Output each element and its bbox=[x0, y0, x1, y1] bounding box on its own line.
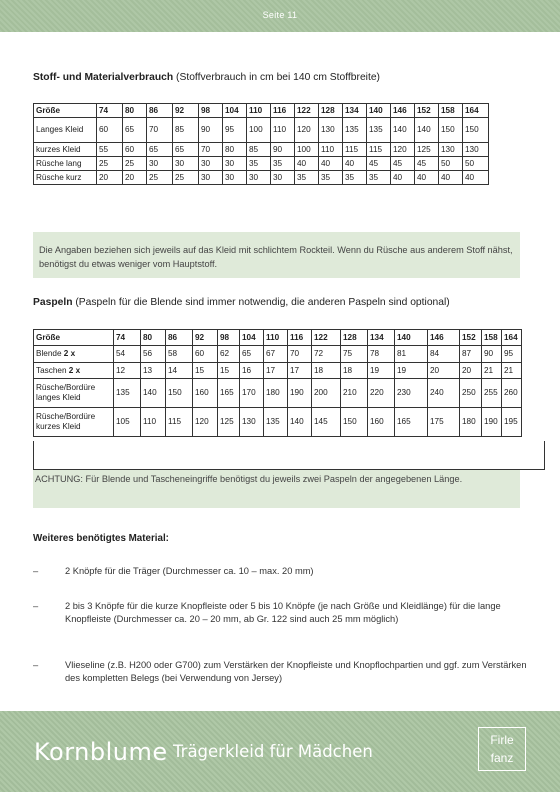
table-cell: 17 bbox=[264, 363, 288, 379]
table-row bbox=[34, 118, 489, 143]
row-label bbox=[34, 346, 114, 363]
table-cell: 87 bbox=[460, 346, 482, 363]
table-cell: 60 bbox=[123, 143, 147, 157]
pattern-subtitle: Trägerkleid für Mädchen bbox=[173, 742, 373, 761]
table-cell: 150 bbox=[439, 118, 463, 143]
table-cell: 175 bbox=[428, 408, 460, 437]
header-cell: 146 bbox=[428, 330, 460, 346]
table-cell: 72 bbox=[312, 346, 341, 363]
table-row bbox=[34, 157, 489, 171]
piping-empty-row bbox=[33, 441, 545, 470]
table-cell: 75 bbox=[341, 346, 368, 363]
header-cell: 86 bbox=[166, 330, 193, 346]
table-cell: 140 bbox=[415, 118, 439, 143]
table-row bbox=[34, 346, 522, 363]
table-cell: 15 bbox=[193, 363, 218, 379]
table-cell: 35 bbox=[343, 171, 367, 185]
table-cell: 15 bbox=[218, 363, 240, 379]
table-cell: 100 bbox=[295, 143, 319, 157]
page-number: Seite 11 bbox=[262, 10, 298, 20]
table-cell: 65 bbox=[147, 143, 173, 157]
table-cell: 130 bbox=[319, 118, 343, 143]
table-cell: 130 bbox=[240, 408, 264, 437]
table-cell: 25 bbox=[97, 157, 123, 171]
logo-line-1: Firle bbox=[490, 733, 514, 747]
brand-logo bbox=[478, 727, 526, 771]
header-cell: Größe bbox=[34, 330, 114, 346]
header-cell: 164 bbox=[463, 104, 489, 118]
header-cell: 80 bbox=[123, 104, 147, 118]
table-cell: 130 bbox=[463, 143, 489, 157]
row-label-text: Rüsche/Bordüre langes Kleid bbox=[36, 383, 96, 402]
table-row bbox=[34, 379, 522, 408]
table-cell: 19 bbox=[395, 363, 428, 379]
table-cell: 40 bbox=[295, 157, 319, 171]
table-cell: 30 bbox=[223, 157, 247, 171]
table-cell: 180 bbox=[460, 408, 482, 437]
table-cell: 30 bbox=[223, 171, 247, 185]
row-label: Rüsche lang bbox=[34, 157, 97, 171]
row-label-text: Rüsche/Bordüre kurzes Kleid bbox=[36, 412, 96, 431]
table-cell: 90 bbox=[482, 346, 502, 363]
table-cell: 45 bbox=[367, 157, 391, 171]
material-item-text: 2 bis 3 Knöpfe für die kurze Knopfleiste oder 5 bis 10 Knöpfe (je nach Größe und Kleidlänge) für die lange Knopfleiste (Durchmesser ca. 20 – 20 mm, ab Gr. 122 sind auch 25 mm möglich) bbox=[65, 601, 501, 624]
table-cell: 130 bbox=[439, 143, 463, 157]
table-cell: 17 bbox=[288, 363, 312, 379]
table-cell: 20 bbox=[97, 171, 123, 185]
table-cell: 115 bbox=[343, 143, 367, 157]
section-title-piping bbox=[33, 297, 450, 308]
table-cell: 14 bbox=[166, 363, 193, 379]
table-header-row bbox=[34, 104, 489, 118]
header-cell: 92 bbox=[193, 330, 218, 346]
table-cell: 30 bbox=[247, 171, 271, 185]
table-cell: 170 bbox=[240, 379, 264, 408]
row-label: Rüsche kurz bbox=[34, 171, 97, 185]
header-cell: 158 bbox=[439, 104, 463, 118]
table-cell: 25 bbox=[173, 171, 199, 185]
table-cell: 190 bbox=[288, 379, 312, 408]
table-cell: 50 bbox=[439, 157, 463, 171]
row-label: kurzes Kleid bbox=[34, 143, 97, 157]
table-cell: 50 bbox=[463, 157, 489, 171]
table-cell: 165 bbox=[395, 408, 428, 437]
table-cell: 65 bbox=[173, 143, 199, 157]
header-cell: 164 bbox=[502, 330, 522, 346]
row-label-text: Taschen bbox=[36, 365, 69, 375]
table-cell: 70 bbox=[147, 118, 173, 143]
table-row bbox=[34, 408, 522, 437]
table-cell: 95 bbox=[502, 346, 522, 363]
materials-title: Weiteres benötigtes Material: bbox=[33, 533, 169, 544]
header-cell: 74 bbox=[97, 104, 123, 118]
table-cell: 105 bbox=[114, 408, 141, 437]
header-cell: 128 bbox=[341, 330, 368, 346]
section-title-fabric-bold: Stoff- und Materialverbrauch bbox=[33, 72, 174, 83]
table-cell: 35 bbox=[319, 171, 343, 185]
table-cell: 140 bbox=[391, 118, 415, 143]
table-cell: 85 bbox=[173, 118, 199, 143]
header-cell: 122 bbox=[312, 330, 341, 346]
table-cell: 150 bbox=[463, 118, 489, 143]
row-label-text: Blende bbox=[36, 349, 64, 358]
table-cell: 100 bbox=[247, 118, 271, 143]
header-cell: 104 bbox=[240, 330, 264, 346]
table-cell: 40 bbox=[415, 171, 439, 185]
table-row bbox=[34, 143, 489, 157]
table-cell: 115 bbox=[367, 143, 391, 157]
material-item-text: 2 Knöpfe für die Träger (Durchmesser ca. 10 – max. 20 mm) bbox=[65, 566, 314, 576]
table-cell: 250 bbox=[460, 379, 482, 408]
table-cell: 58 bbox=[166, 346, 193, 363]
table-cell: 125 bbox=[415, 143, 439, 157]
table-cell: 20 bbox=[123, 171, 147, 185]
table-cell: 40 bbox=[343, 157, 367, 171]
table-cell: 115 bbox=[166, 408, 193, 437]
header-cell: 134 bbox=[343, 104, 367, 118]
table-cell: 35 bbox=[247, 157, 271, 171]
header-cell: 116 bbox=[288, 330, 312, 346]
table-cell: 220 bbox=[368, 379, 395, 408]
piping-table bbox=[33, 329, 522, 437]
fabric-consumption-table bbox=[33, 103, 489, 185]
header-cell: 104 bbox=[223, 104, 247, 118]
table-cell: 67 bbox=[264, 346, 288, 363]
table-cell: 25 bbox=[123, 157, 147, 171]
header-cell: 110 bbox=[247, 104, 271, 118]
table-cell: 70 bbox=[288, 346, 312, 363]
table-cell: 20 bbox=[460, 363, 482, 379]
header-cell: 158 bbox=[482, 330, 502, 346]
table-cell: 35 bbox=[271, 157, 295, 171]
table-cell: 81 bbox=[395, 346, 428, 363]
table-cell: 55 bbox=[97, 143, 123, 157]
header-cell: 98 bbox=[218, 330, 240, 346]
list-dash: – bbox=[33, 660, 39, 670]
header-cell: 122 bbox=[295, 104, 319, 118]
table-cell: 21 bbox=[482, 363, 502, 379]
table-cell: 160 bbox=[193, 379, 218, 408]
table-cell: 60 bbox=[193, 346, 218, 363]
table-cell: 150 bbox=[166, 379, 193, 408]
header-cell: 128 bbox=[319, 104, 343, 118]
table-cell: 12 bbox=[114, 363, 141, 379]
table-cell: 20 bbox=[428, 363, 460, 379]
table-cell: 70 bbox=[199, 143, 223, 157]
row-label bbox=[34, 363, 114, 379]
table-cell: 65 bbox=[240, 346, 264, 363]
row-label-count: 2 x bbox=[63, 349, 76, 358]
table-cell: 135 bbox=[114, 379, 141, 408]
header-cell: 92 bbox=[173, 104, 199, 118]
table-cell: 210 bbox=[341, 379, 368, 408]
table-cell: 255 bbox=[482, 379, 502, 408]
table-cell: 85 bbox=[247, 143, 271, 157]
header-cell: 134 bbox=[368, 330, 395, 346]
table-cell: 18 bbox=[312, 363, 341, 379]
table-cell: 150 bbox=[341, 408, 368, 437]
table-cell: 90 bbox=[271, 143, 295, 157]
piping-warning-note: ACHTUNG: Für Blende und Tascheneingriffe benötigst du jeweils zwei Paspeln der angegebenen Länge. bbox=[33, 470, 520, 508]
header-cell: 152 bbox=[460, 330, 482, 346]
table-cell: 30 bbox=[147, 157, 173, 171]
table-cell: 195 bbox=[502, 408, 522, 437]
header-cell: 140 bbox=[367, 104, 391, 118]
table-cell: 95 bbox=[223, 118, 247, 143]
table-cell: 135 bbox=[343, 118, 367, 143]
table-row bbox=[34, 171, 489, 185]
table-cell: 120 bbox=[193, 408, 218, 437]
material-item-text: Vlieseline (z.B. H200 oder G700) zum Verstärken der Knopfleiste und Knopflochpartien und ggf. zum Verstärken des kompletten Belegs (bei Verwendung von Jersey) bbox=[65, 660, 527, 683]
table-cell: 110 bbox=[141, 408, 166, 437]
table-cell: 60 bbox=[97, 118, 123, 143]
table-cell: 145 bbox=[312, 408, 341, 437]
header-cell: 140 bbox=[395, 330, 428, 346]
table-cell: 110 bbox=[271, 118, 295, 143]
header-cell: 116 bbox=[271, 104, 295, 118]
table-header-row bbox=[34, 330, 522, 346]
list-dash: – bbox=[33, 601, 39, 611]
table-cell: 165 bbox=[218, 379, 240, 408]
table-cell: 84 bbox=[428, 346, 460, 363]
table-cell: 120 bbox=[391, 143, 415, 157]
table-cell: 240 bbox=[428, 379, 460, 408]
table-cell: 230 bbox=[395, 379, 428, 408]
table-cell: 56 bbox=[141, 346, 166, 363]
table-cell: 90 bbox=[199, 118, 223, 143]
table-cell: 200 bbox=[312, 379, 341, 408]
fabric-note: Die Angaben beziehen sich jeweils auf das Kleid mit schlichtem Rockteil. Wenn du Rüsche aus anderem Stoff nähst, benötigst du etwas weniger vom Hauptstoff. bbox=[33, 232, 520, 278]
header-cell: 152 bbox=[415, 104, 439, 118]
table-cell: 54 bbox=[114, 346, 141, 363]
table-cell: 125 bbox=[218, 408, 240, 437]
table-cell: 80 bbox=[223, 143, 247, 157]
pattern-name: Kornblume bbox=[34, 738, 168, 766]
table-cell: 21 bbox=[502, 363, 522, 379]
table-cell: 25 bbox=[147, 171, 173, 185]
row-label: Langes Kleid bbox=[34, 118, 97, 143]
table-cell: 30 bbox=[173, 157, 199, 171]
table-cell: 40 bbox=[463, 171, 489, 185]
table-cell: 140 bbox=[288, 408, 312, 437]
table-cell: 190 bbox=[482, 408, 502, 437]
section-title-fabric bbox=[33, 72, 380, 83]
header-cell: 146 bbox=[391, 104, 415, 118]
row-label bbox=[34, 379, 114, 408]
table-cell: 30 bbox=[271, 171, 295, 185]
header-cell: Größe bbox=[34, 104, 97, 118]
row-label bbox=[34, 408, 114, 437]
table-cell: 135 bbox=[367, 118, 391, 143]
table-row bbox=[34, 363, 522, 379]
table-cell: 120 bbox=[295, 118, 319, 143]
table-cell: 40 bbox=[439, 171, 463, 185]
table-cell: 260 bbox=[502, 379, 522, 408]
table-cell: 65 bbox=[123, 118, 147, 143]
header-cell: 98 bbox=[199, 104, 223, 118]
section-title-piping-rest: (Paspeln für die Blende sind immer notwendig, die anderen Paspeln sind optional) bbox=[72, 297, 450, 308]
table-cell: 30 bbox=[199, 171, 223, 185]
logo-line-2: fanz bbox=[490, 751, 514, 765]
row-label-count: 2 x bbox=[68, 365, 81, 375]
section-title-fabric-rest: (Stoffverbrauch in cm bei 140 cm Stoffbreite) bbox=[173, 72, 380, 83]
table-cell: 40 bbox=[319, 157, 343, 171]
table-cell: 40 bbox=[391, 171, 415, 185]
table-cell: 140 bbox=[141, 379, 166, 408]
table-cell: 62 bbox=[218, 346, 240, 363]
table-cell: 135 bbox=[264, 408, 288, 437]
table-cell: 160 bbox=[368, 408, 395, 437]
table-cell: 45 bbox=[415, 157, 439, 171]
header-cell: 86 bbox=[147, 104, 173, 118]
table-cell: 78 bbox=[368, 346, 395, 363]
section-title-piping-bold: Paspeln bbox=[33, 297, 73, 308]
table-cell: 13 bbox=[141, 363, 166, 379]
table-cell: 45 bbox=[391, 157, 415, 171]
table-cell: 30 bbox=[199, 157, 223, 171]
list-dash: – bbox=[33, 566, 39, 576]
table-cell: 110 bbox=[319, 143, 343, 157]
table-cell: 35 bbox=[295, 171, 319, 185]
header-cell: 110 bbox=[264, 330, 288, 346]
header-cell: 74 bbox=[114, 330, 141, 346]
table-cell: 16 bbox=[240, 363, 264, 379]
table-cell: 18 bbox=[341, 363, 368, 379]
table-cell: 35 bbox=[367, 171, 391, 185]
table-cell: 19 bbox=[368, 363, 395, 379]
header-cell: 80 bbox=[141, 330, 166, 346]
table-cell: 180 bbox=[264, 379, 288, 408]
